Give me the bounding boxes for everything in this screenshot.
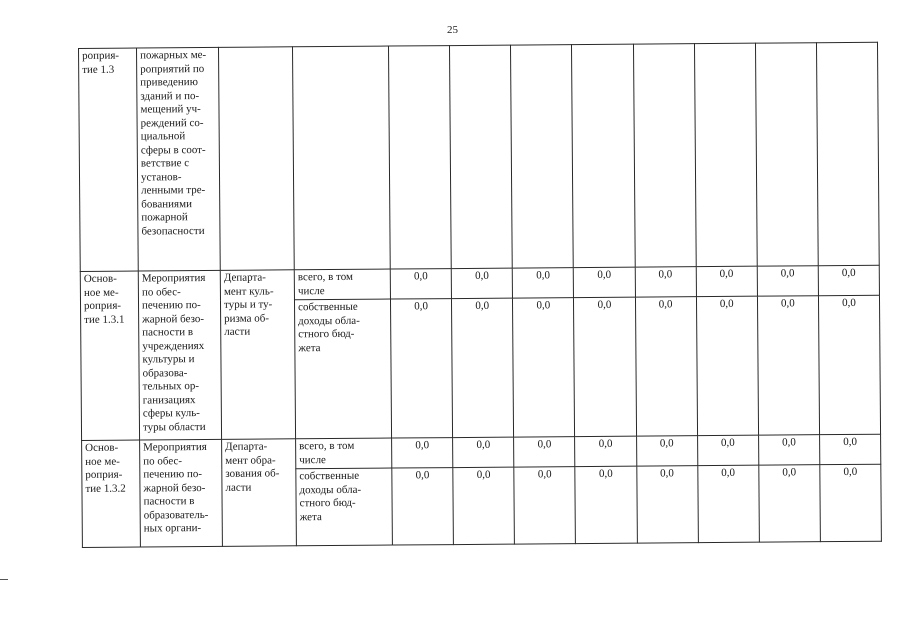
value-cell: 0,0 — [697, 435, 758, 465]
source-cell: всего, в том числе — [294, 269, 390, 300]
value-cell: 0,0 — [759, 465, 821, 542]
measure-code-cell: Основ- ное ме- роприя- тие 1.3.2 — [82, 440, 141, 547]
value-cell: 0,0 — [820, 464, 882, 541]
value-cell: 0,0 — [574, 267, 635, 297]
table-row — [79, 42, 880, 271]
value-cell — [572, 44, 635, 267]
budget-table — [78, 42, 882, 548]
source-cell: всего, в том числе — [296, 438, 392, 469]
executor-cell: Департа- мент куль- туры и ту- ризма об- ласти — [220, 270, 295, 440]
value-cell: 0,0 — [635, 267, 696, 297]
value-cell — [388, 46, 451, 269]
value-cell: 0,0 — [390, 269, 451, 299]
source-cell — [292, 46, 390, 270]
measure-name-cell: пожарных ме- роприятий по приведению зданий и по- мещений уч- реждений со- циальной сферы в соот- ветствие с установ- ленными тре- бованиями пожарной безопасности — [137, 47, 221, 271]
value-cell: 0,0 — [451, 268, 512, 298]
value-cell: 0,0 — [818, 265, 879, 295]
value-cell: 0,0 — [392, 468, 454, 545]
value-cell: 0,0 — [453, 437, 514, 467]
measure-name-cell: Мероприятия по обес- печению по- жарной безо- пасности в учреждениях культуры и образова- тельных ор- ганизациях сферы куль- туры области — [138, 270, 221, 440]
value-cell — [511, 45, 574, 268]
value-cell: 0,0 — [575, 466, 637, 543]
value-cell: 0,0 — [514, 467, 576, 544]
value-cell — [450, 45, 513, 268]
value-cell — [755, 43, 818, 266]
margin-mark — [0, 579, 8, 580]
value-cell: 0,0 — [696, 266, 757, 296]
value-cell: 0,0 — [818, 295, 880, 434]
source-cell: собственные доходы обла- стного бюд- жета — [294, 299, 391, 439]
value-cell: 0,0 — [697, 465, 759, 542]
value-cell: 0,0 — [513, 298, 575, 437]
value-cell: 0,0 — [819, 434, 880, 464]
value-cell: 0,0 — [390, 299, 452, 438]
measure-code-cell: роприя- тие 1.3 — [79, 48, 139, 271]
value-cell: 0,0 — [575, 436, 636, 466]
value-cell: 0,0 — [452, 298, 514, 437]
executor-cell: Департа- мент обра- зования об- ласти — [222, 439, 297, 547]
value-cell: 0,0 — [392, 438, 453, 468]
value-cell — [633, 44, 696, 267]
value-cell: 0,0 — [636, 436, 697, 466]
value-cell: 0,0 — [636, 466, 698, 543]
value-cell: 0,0 — [758, 435, 819, 465]
value-cell: 0,0 — [453, 467, 515, 544]
value-cell: 0,0 — [635, 297, 697, 436]
value-cell: 0,0 — [757, 296, 819, 435]
executor-cell — [218, 47, 294, 271]
value-cell: 0,0 — [512, 268, 573, 298]
document-sheet — [78, 42, 882, 570]
measure-code-cell: Основ- ное ме- роприя- тие 1.3.1 — [80, 271, 139, 440]
value-cell: 0,0 — [514, 437, 575, 467]
value-cell — [694, 43, 757, 266]
value-cell — [816, 42, 879, 265]
value-cell: 0,0 — [757, 266, 818, 296]
value-cell: 0,0 — [696, 296, 758, 435]
source-cell: собственные доходы обла- стного бюд- жета — [296, 468, 393, 546]
page-number: 25 — [447, 24, 458, 36]
value-cell: 0,0 — [574, 297, 636, 436]
measure-name-cell: Мероприятия по обес- печению по- жарной безо- пасности в образователь- ных органи- — [140, 439, 223, 547]
